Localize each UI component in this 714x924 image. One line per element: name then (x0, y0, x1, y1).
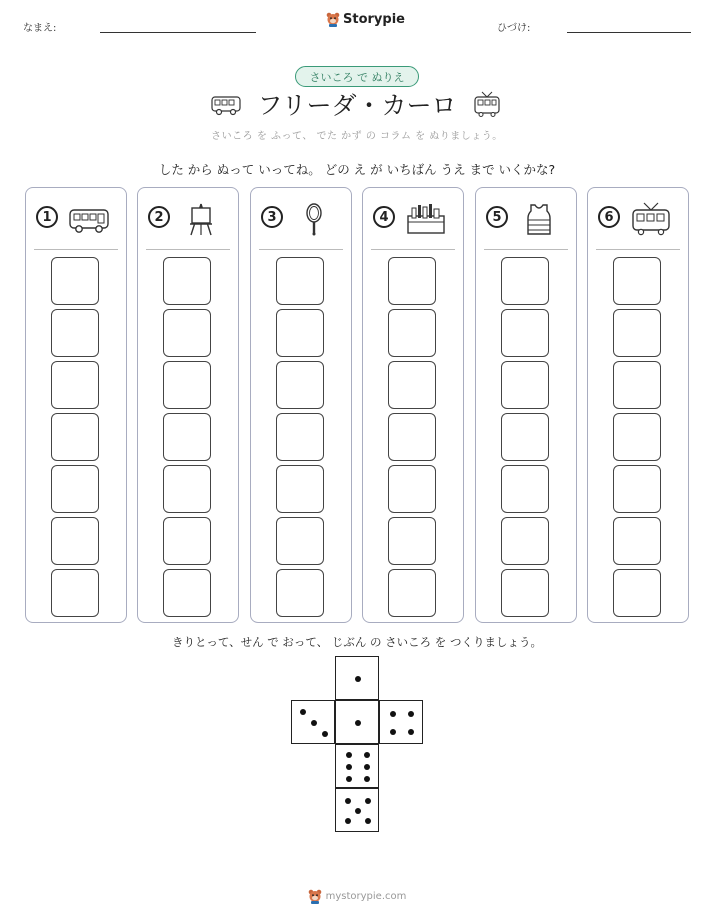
dice-pip (345, 798, 351, 804)
footer-url: mystorypie.com (325, 891, 407, 902)
dice-face-3 (291, 700, 335, 744)
tank-top-icon (516, 202, 562, 236)
date-line (567, 32, 691, 33)
column-2 (137, 187, 239, 623)
activity-badge: さいころ で ぬりえ (295, 66, 419, 87)
page-title: フリーダ・カーロ (257, 91, 457, 120)
color-cell[interactable] (613, 569, 661, 617)
dice-pip (408, 729, 414, 735)
column-number: 6 (598, 206, 620, 228)
color-cell[interactable] (501, 361, 549, 409)
color-cell[interactable] (163, 517, 211, 565)
dice-pip (390, 729, 396, 735)
color-cell[interactable] (163, 465, 211, 513)
color-cell[interactable] (276, 361, 324, 409)
color-cell[interactable] (51, 517, 99, 565)
color-cell[interactable] (51, 309, 99, 357)
dice-face-1 (335, 700, 379, 744)
dice-face-5 (335, 788, 379, 832)
tram-icon (628, 202, 674, 236)
dice-pip (364, 776, 370, 782)
column-6 (587, 187, 689, 623)
color-cell[interactable] (388, 465, 436, 513)
dice-pip (365, 798, 371, 804)
column-number: 3 (261, 206, 283, 228)
dice-pip (365, 818, 371, 824)
dice-pip (364, 764, 370, 770)
color-cell[interactable] (613, 309, 661, 357)
color-cell[interactable] (163, 309, 211, 357)
dice-pip (364, 752, 370, 758)
color-cell[interactable] (613, 361, 661, 409)
dice-pip (355, 808, 361, 814)
color-cell[interactable] (613, 517, 661, 565)
color-cell[interactable] (276, 413, 324, 461)
color-cell[interactable] (388, 413, 436, 461)
date-label: ひづけ: (497, 23, 531, 34)
column-5 (475, 187, 577, 623)
color-cell[interactable] (613, 465, 661, 513)
color-cell[interactable] (388, 517, 436, 565)
dice-pip (346, 776, 352, 782)
dice-pip (346, 764, 352, 770)
dice-pip (300, 709, 306, 715)
subtitle: さいころ を ふって、 でた かず の コラム を ぬりましょう。 (211, 131, 503, 142)
color-cell[interactable] (276, 309, 324, 357)
dice-pip (346, 752, 352, 758)
color-cell[interactable] (388, 569, 436, 617)
dice-face-1 (335, 656, 379, 700)
color-cell[interactable] (51, 413, 99, 461)
color-cell[interactable] (388, 361, 436, 409)
color-cell[interactable] (501, 413, 549, 461)
tram-icon (472, 91, 502, 119)
hand-mirror-icon (291, 202, 337, 236)
color-cell[interactable] (163, 257, 211, 305)
footer (0, 889, 714, 904)
dice-pip (311, 720, 317, 726)
color-cell[interactable] (163, 413, 211, 461)
dice-face-4 (379, 700, 423, 744)
instruction: した から ぬって いってね。 どの え が いちばん うえ まで いくかな? (158, 162, 556, 177)
dice-pip (355, 720, 361, 726)
color-cell[interactable] (163, 361, 211, 409)
color-cell[interactable] (501, 309, 549, 357)
color-cell[interactable] (276, 465, 324, 513)
dice-pip (345, 818, 351, 824)
column-number: 1 (36, 206, 58, 228)
color-cell[interactable] (51, 257, 99, 305)
name-label: なまえ: (23, 23, 57, 34)
color-cell[interactable] (388, 257, 436, 305)
logo (326, 12, 405, 27)
column-1 (25, 187, 127, 623)
color-cell[interactable] (51, 361, 99, 409)
color-cell[interactable] (388, 309, 436, 357)
color-cell[interactable] (276, 517, 324, 565)
bear-logo-icon (308, 889, 322, 904)
dice-pip (390, 711, 396, 717)
bear-logo-icon (326, 12, 340, 27)
color-cell[interactable] (51, 465, 99, 513)
bus-icon (66, 202, 112, 236)
cut-instruction: きりとって、せん で おって、 じぶん の さいころ を つくりましょう。 (172, 635, 542, 649)
color-cell[interactable] (613, 257, 661, 305)
color-cell[interactable] (163, 569, 211, 617)
easel-icon (178, 202, 224, 236)
color-cell[interactable] (51, 569, 99, 617)
paint-box-icon (403, 202, 449, 236)
color-cell[interactable] (501, 257, 549, 305)
column-3 (250, 187, 352, 623)
column-number: 5 (486, 206, 508, 228)
dice-pip (322, 731, 328, 737)
name-line (100, 32, 256, 33)
color-cell[interactable] (276, 257, 324, 305)
logo-text: Storypie (343, 12, 405, 27)
color-cell[interactable] (501, 569, 549, 617)
dice-pip (355, 676, 361, 682)
dice-pip (408, 711, 414, 717)
color-cell[interactable] (501, 517, 549, 565)
color-cell[interactable] (501, 465, 549, 513)
column-number: 2 (148, 206, 170, 228)
color-cell[interactable] (613, 413, 661, 461)
dice-face-6 (335, 744, 379, 788)
column-number: 4 (373, 206, 395, 228)
color-cell[interactable] (276, 569, 324, 617)
column-4 (362, 187, 464, 623)
